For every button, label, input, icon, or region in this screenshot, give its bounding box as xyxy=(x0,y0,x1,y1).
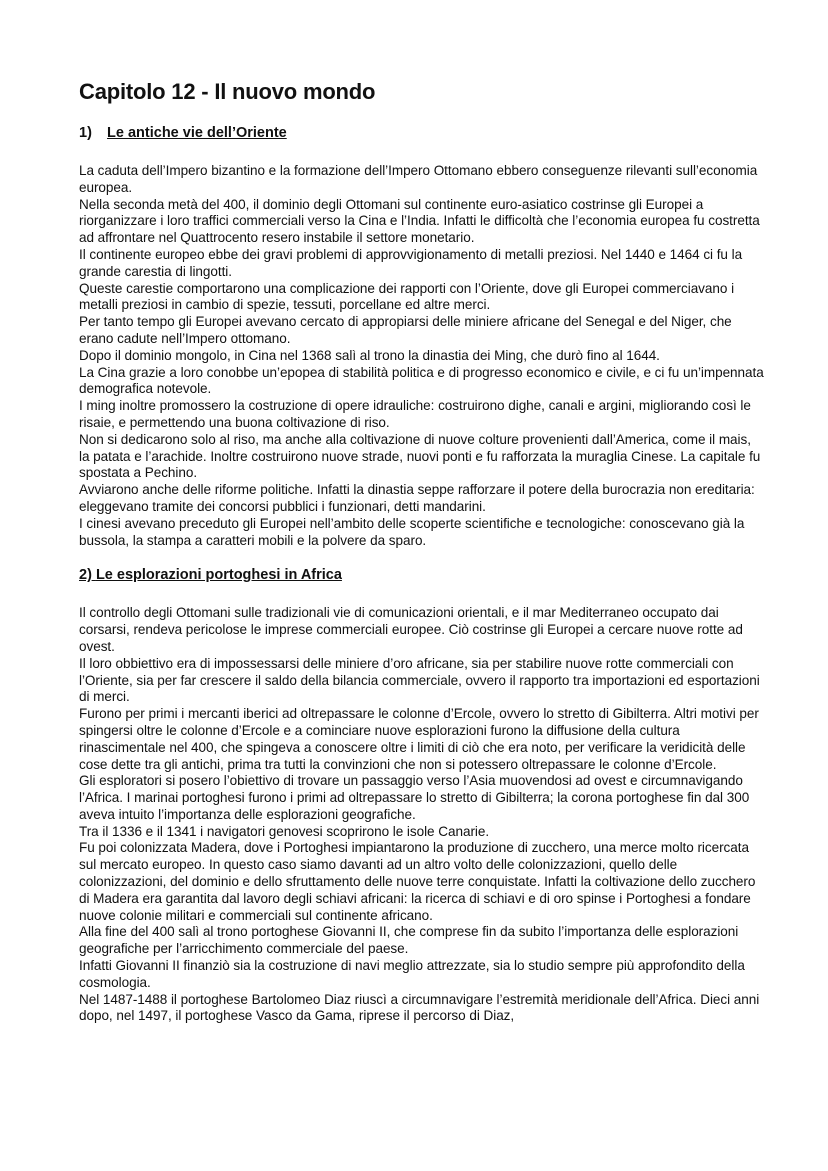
section-body-2 xyxy=(79,605,764,1025)
paragraph: Fu poi colonizzata Madera, dove i Portoghesi impiantarono la produzione di zucchero, una merce molto ricercata sul mercato europeo. In questo caso siamo davanti ad un altro volto delle colonizzazioni, quello delle colonizzazioni, del dominio e dello sfruttamento delle nuove terre conquistate. Infatti la coltivazione dello zucchero di Madera era garantita dal lavoro degli schiavi africani: la ricerca di schiavi e di oro spinse i Portoghesi a fondare nuove colonie militari e commerciali sul continente africano. xyxy=(79,840,756,923)
paragraph: Nel 1487-1488 il portoghese Bartolomeo Diaz riuscì a circumnavigare l’estremità meridionale dell’Africa. Dieci anni dopo, nel 1497, il portoghese Vasco da Gama, riprese il percorso di Diaz, xyxy=(79,991,760,1024)
paragraph: Infatti Giovanni II finanziò sia la costruzione di navi meglio attrezzate, sia lo studio sempre più approfondito della cosmologia. xyxy=(79,958,745,990)
section-heading-1 xyxy=(79,124,764,142)
section-heading-2 xyxy=(79,566,764,584)
paragraph: Queste carestie comportarono una complicazione dei rapporti con l’Oriente, dove gli Europei commerciavano i metalli preziosi in cambio di spezie, tessuti, porcellane ed altre merci. xyxy=(79,280,735,313)
section-number: 2) xyxy=(79,567,92,584)
paragraph: Gli esploratori si posero l’obiettivo di trovare un passaggio verso l’Asia muovendosi ad ovest e circumnavigando l’Africa. I marinai portoghesi furono i primi ad oltrepassare lo stretto di Gibilterra; la corona portoghese fin dal 300 aveva intuito l’importanza delle esplorazioni geografiche. xyxy=(79,773,750,822)
paragraph: Tra il 1336 e il 1341 i navigatori genovesi scoprirono le isole Canarie. xyxy=(79,823,490,839)
section-title xyxy=(79,567,342,583)
section-number: 1) xyxy=(79,125,92,141)
paragraph: La Cina grazie a loro conobbe un’epopea di stabilità politica e di progresso economico e civile, e ci fu un’impennata demografica notevole. xyxy=(79,364,764,397)
paragraph: Furono per primi i mercanti iberici ad oltrepassare le colonne d’Ercole, ovvero lo stretto di Gibilterra. Altri motivi per spingersi oltre le colonne d’Ercole e a cominciare nuove esplorazioni furono la diffusione della cultura rinascimentale nel 400, che spingeva a conoscere oltre i limiti di ciò che era noto, per verificare la veridicità delle cose dette tra gli antichi, prima tra tutti la convinzioni che non si potessero oltrepassare le colonne d’Ercole. xyxy=(79,706,759,772)
paragraph: I ming inoltre promossero la costruzione di opere idrauliche: costruirono dighe, canali e argini, migliorando così le risaie, e permettendo una buona coltivazione di riso. xyxy=(79,398,751,430)
paragraph: I cinesi avevano preceduto gli Europei nell’ambito delle scoperte scientifiche e tecnologiche: conoscevano già la bussola, la stampa a caratteri mobili e la polvere da sparo. xyxy=(79,515,745,548)
paragraph: Dopo il dominio mongolo, in Cina nel 1368 salì al trono la dinastia dei Ming, che durò fino al 1644. xyxy=(79,347,660,363)
paragraph: La caduta dell’Impero bizantino e la formazione dell’Impero Ottomano ebbero conseguenze rilevanti sull’economia europea. xyxy=(79,163,758,195)
section-title-text: Le esplorazioni portoghesi in Africa xyxy=(95,567,342,584)
paragraph: Avviarono anche delle riforme politiche. Infatti la dinastia seppe rafforzare il potere della burocrazia non ereditaria: eleggevano tramite dei concorsi pubblici i funzionari, detti mandarini. xyxy=(79,482,755,514)
section-body-1 xyxy=(79,163,764,549)
paragraph: Alla fine del 400 salì al trono portoghese Giovanni II, che comprese fin da subito l’importanza delle esplorazioni geografiche per l’arricchimento commerciale del paese. xyxy=(79,924,739,957)
paragraph: Nella seconda metà del 400, il dominio degli Ottomani sul continente euro-asiatico costrinse gli Europei a riorganizzare i loro traffici commerciali verso la Cina e l’India. Infatti le difficoltà che l’economia europea fu costretta ad affrontare nel Quattrocento resero instabile il settore monetario. xyxy=(79,196,760,246)
paragraph: Non si dedicarono solo al riso, ma anche alla coltivazione di nuove colture provenienti dall’America, come il mais, la patata e l’arachide. Inoltre costruirono nuove strade, nuovi ponti e fu rafforzata la muraglia Cinese. La capitale fu spostata a Pechino. xyxy=(79,431,761,481)
paragraph: Il loro obbiettivo era di impossessarsi delle miniere d’oro africane, sia per stabilire nuove rotte commerciali con l’Oriente, sia per far crescere il saldo della bilancia commerciale, ovvero il rapporto tra importazioni ed esportazioni di merci. xyxy=(79,655,760,705)
paragraph: Per tanto tempo gli Europei avevano cercato di appropiarsi delle miniere africane del Senegal e del Niger, che erano cadute nell’Impero ottomano. xyxy=(79,314,732,346)
paragraph: Il controllo degli Ottomani sulle tradizionali vie di comunicazioni orientali, e il mar Mediterraneo occupato dai corsarsi, rendeva pericolose le imprese commerciali europee. Ciò costrinse gli Europei a cercare nuove rotte ad ovest. xyxy=(79,605,743,654)
paragraph: Il continente europeo ebbe dei gravi problemi di approvvigionamento di metalli preziosi. Nel 1440 e 1464 ci fu la grande carestia di lingotti. xyxy=(79,246,743,279)
section-title: Le antiche vie dell’Oriente xyxy=(107,125,287,141)
page-title: Capitolo 12 - Il nuovo mondo xyxy=(79,79,376,104)
